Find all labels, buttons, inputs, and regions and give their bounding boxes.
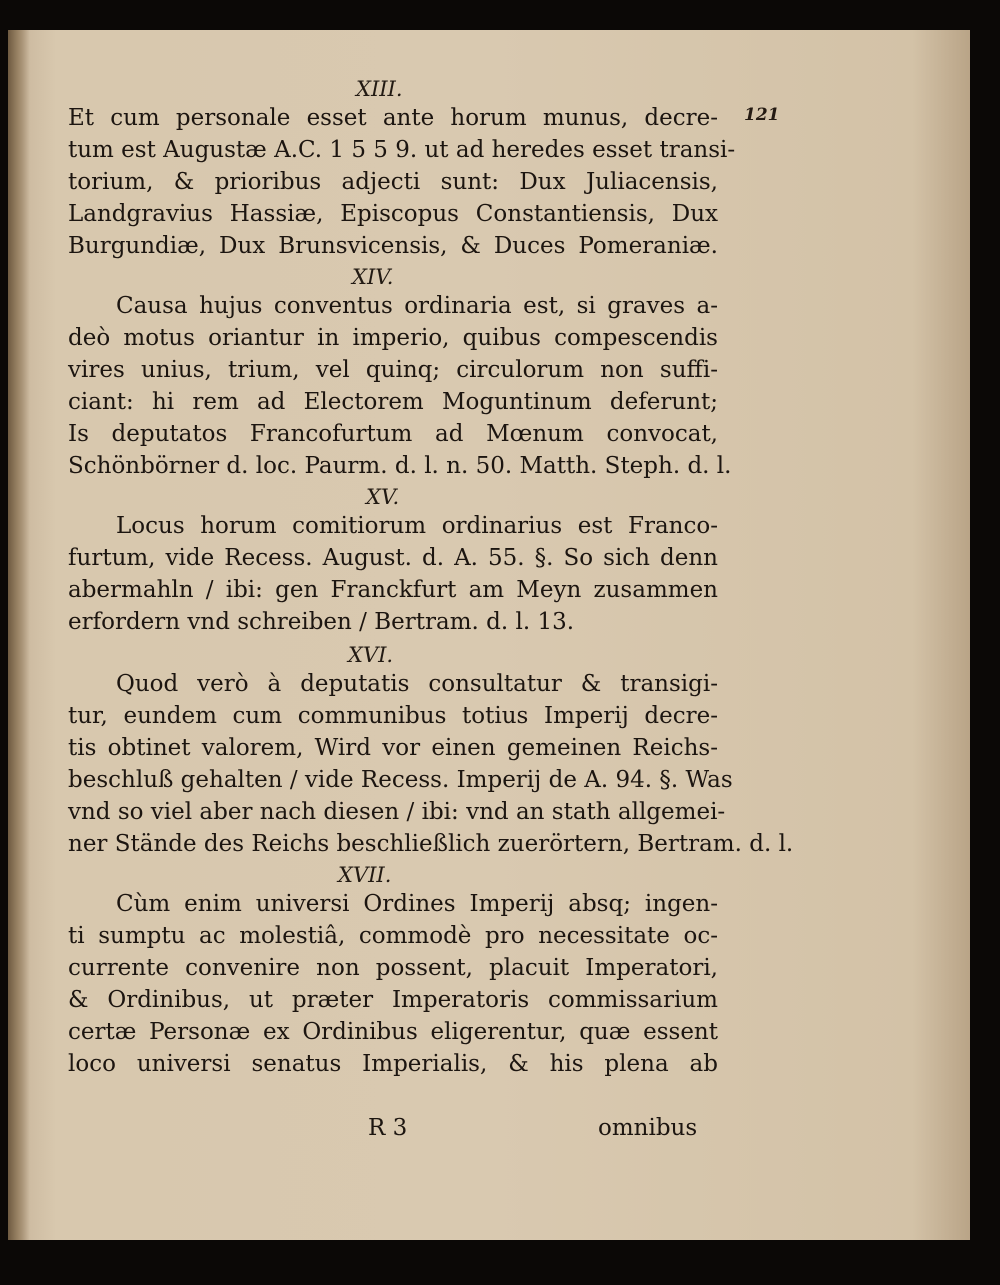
text-line-13: furtum, vide Recess. August. d. A. 55. §. So sich denn <box>68 545 718 571</box>
text-line-16: Quod verò à deputatis consultatur & transigi- <box>116 671 718 697</box>
page-number: 121 <box>744 105 780 125</box>
text-line-8: vires unius, trium, vel quinq; circulorum non suffi- <box>68 357 718 383</box>
text-line-22: Cùm enim universi Ordines Imperij absq; ingen- <box>116 891 718 917</box>
text-line-20: vnd so viel aber nach diesen / ibi: vnd an stath allgemei- <box>68 799 726 825</box>
text-line-1: Et cum personale esset ante horum munus, decre- <box>68 105 718 131</box>
text-line-7: deò motus oriantur in imperio, quibus compescendis <box>68 325 718 351</box>
text-line-3: torium, & prioribus adjecti sunt: Dux Juliacensis, <box>68 169 718 195</box>
page-gutter-shadow <box>8 30 30 1240</box>
text-line-2: tum est Augustæ A.C. 1 5 5 9. ut ad heredes esset transi- <box>68 137 736 163</box>
text-line-19: beschluß gehalten / vide Recess. Imperij de A. 94. §. Was <box>68 767 733 793</box>
text-line-26: certæ Personæ ex Ordinibus eligerentur, quæ essent <box>68 1019 718 1045</box>
text-line-25: & Ordinibus, ut præter Imperatoris commissarium <box>68 987 718 1013</box>
catchword: omnibus <box>598 1115 698 1141</box>
text-line-10: Is deputatos Francofurtum ad Mœnum convocat, <box>68 421 718 447</box>
text-line-23: ti sumptu ac molestiâ, commodè pro necessitate oc- <box>68 923 718 949</box>
text-line-21: ner Stände des Reichs beschließlich zuerörtern, Bertram. d. l. <box>68 831 794 857</box>
section-heading-xiv: XIV. <box>352 265 394 289</box>
text-line-9: ciant: hi rem ad Electorem Moguntinum deferunt; <box>68 389 718 415</box>
book-page <box>8 30 970 1240</box>
section-heading-xvi: XVI. <box>348 643 394 667</box>
section-heading-xiii: XIII. <box>356 77 403 101</box>
text-line-4: Landgravius Hassiæ, Episcopus Constantiensis, Dux <box>68 201 718 227</box>
text-line-24: currente convenire non possent, placuit Imperatori, <box>68 955 718 981</box>
text-line-18: tis obtinet valorem, Wird vor einen gemeinen Reichs- <box>68 735 718 761</box>
text-line-6: Causa hujus conventus ordinaria est, si graves a- <box>116 293 718 319</box>
text-line-27: loco universi senatus Imperialis, & his plena ab <box>68 1051 718 1077</box>
text-line-14: abermahln / ibi: gen Franckfurt am Meyn zusammen <box>68 577 718 603</box>
signature-mark: R 3 <box>368 1115 408 1141</box>
text-line-5: Burgundiæ, Dux Brunsvicensis, & Duces Pomeraniæ. <box>68 233 718 259</box>
section-heading-xv: XV. <box>366 485 400 509</box>
text-line-12: Locus horum comitiorum ordinarius est Franco- <box>116 513 718 539</box>
text-line-17: tur, eundem cum communibus totius Imperij decre- <box>68 703 718 729</box>
text-line-15: erfordern vnd schreiben / Bertram. d. l. 13. <box>68 609 575 635</box>
section-heading-xvii: XVII. <box>338 863 392 887</box>
text-line-11: Schönbörner d. loc. Paurm. d. l. n. 50. Matth. Steph. d. l. <box>68 453 732 479</box>
